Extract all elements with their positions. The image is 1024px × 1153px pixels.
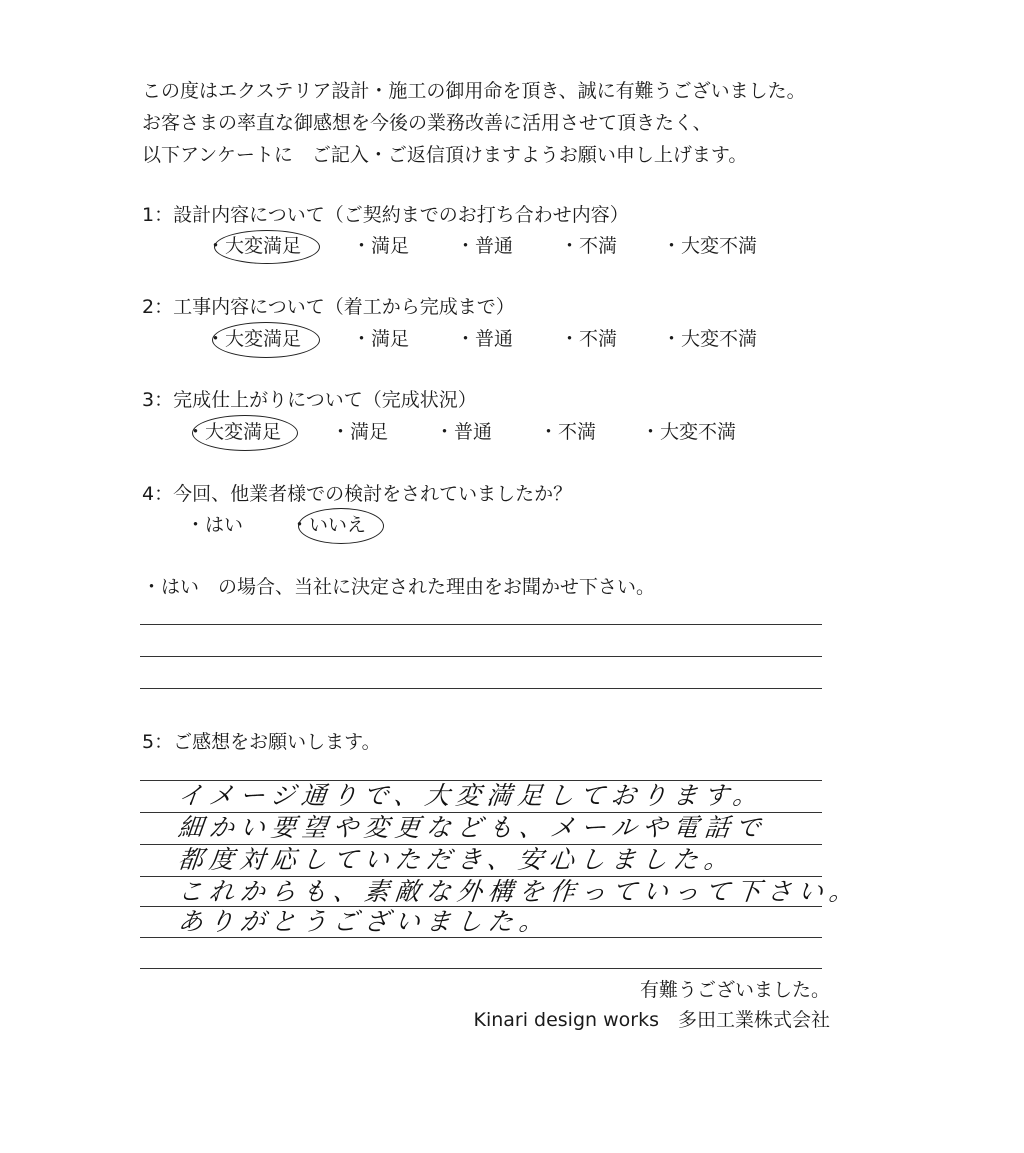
handwritten-line-2: 細かい要望や変更なども、メールや電話で bbox=[176, 813, 769, 842]
question-4-label: 4：今回、他業者様での検討をされていましたか？ bbox=[142, 483, 573, 505]
q2-option-dissatisfied[interactable]: ・不満 bbox=[560, 328, 618, 350]
reason-line-3[interactable] bbox=[140, 688, 822, 689]
comment-line-7 bbox=[140, 968, 822, 969]
q3-option-normal[interactable]: ・普通 bbox=[435, 421, 493, 443]
q2-option-normal[interactable]: ・普通 bbox=[456, 328, 514, 350]
q2-option-very-dissatisfied[interactable]: ・大変不満 bbox=[662, 328, 758, 350]
q1-option-satisfied[interactable]: ・満足 bbox=[352, 235, 410, 257]
q4-option-yes[interactable]: ・はい bbox=[186, 514, 244, 536]
question-1-label: 1：設計内容について（ご契約までのお打ち合わせ内容） bbox=[142, 204, 629, 226]
q2-option-satisfied[interactable]: ・満足 bbox=[352, 328, 410, 350]
q3-option-very-satisfied[interactable]: ・大変満足 bbox=[186, 421, 282, 443]
question-5-label: 5：ご感想をお願いします。 bbox=[142, 731, 381, 753]
handwritten-line-4: これからも、素敵な外構を作っていって下さい。 bbox=[176, 877, 862, 906]
reason-prompt: ・はい の場合、当社に決定された理由をお聞かせ下さい。 bbox=[142, 576, 656, 598]
handwritten-line-1: イメージ通りで、大変満足しております。 bbox=[176, 781, 766, 810]
intro-line-1: この度はエクステリア設計・施工の御用命を頂き、誠に有難うございました。 bbox=[142, 80, 806, 102]
question-3-label: 3：完成仕上がりについて（完成状況） bbox=[142, 389, 477, 411]
comment-line-6 bbox=[140, 937, 822, 938]
closing-thanks: 有難うございました。 bbox=[639, 979, 830, 1001]
q4-option-no[interactable]: ・いいえ bbox=[290, 514, 367, 536]
company-name: Kinari design works 多田工業株式会社 bbox=[473, 1009, 830, 1031]
q2-option-very-satisfied[interactable]: ・大変満足 bbox=[206, 328, 302, 350]
q3-option-dissatisfied[interactable]: ・不満 bbox=[539, 421, 597, 443]
q1-option-normal[interactable]: ・普通 bbox=[456, 235, 514, 257]
reason-line-2[interactable] bbox=[140, 656, 822, 657]
q1-option-very-satisfied[interactable]: ・大変満足 bbox=[206, 235, 302, 257]
handwritten-line-3: 都度対応していただき、安心しました。 bbox=[176, 845, 737, 874]
intro-line-3: 以下アンケートに ご記入・ご返信頂けますようお願い申し上げます。 bbox=[142, 144, 748, 166]
q3-option-very-dissatisfied[interactable]: ・大変不満 bbox=[641, 421, 737, 443]
q3-option-satisfied[interactable]: ・満足 bbox=[331, 421, 389, 443]
q1-option-dissatisfied[interactable]: ・不満 bbox=[560, 235, 618, 257]
intro-line-2: お客さまの率直な御感想を今後の業務改善に活用させて頂きたく、 bbox=[142, 112, 712, 134]
question-2-label: 2：工事内容について（着工から完成まで） bbox=[142, 296, 515, 318]
handwritten-line-5: ありがとうございました。 bbox=[176, 907, 552, 936]
q1-option-very-dissatisfied[interactable]: ・大変不満 bbox=[662, 235, 758, 257]
reason-line-1[interactable] bbox=[140, 624, 822, 625]
